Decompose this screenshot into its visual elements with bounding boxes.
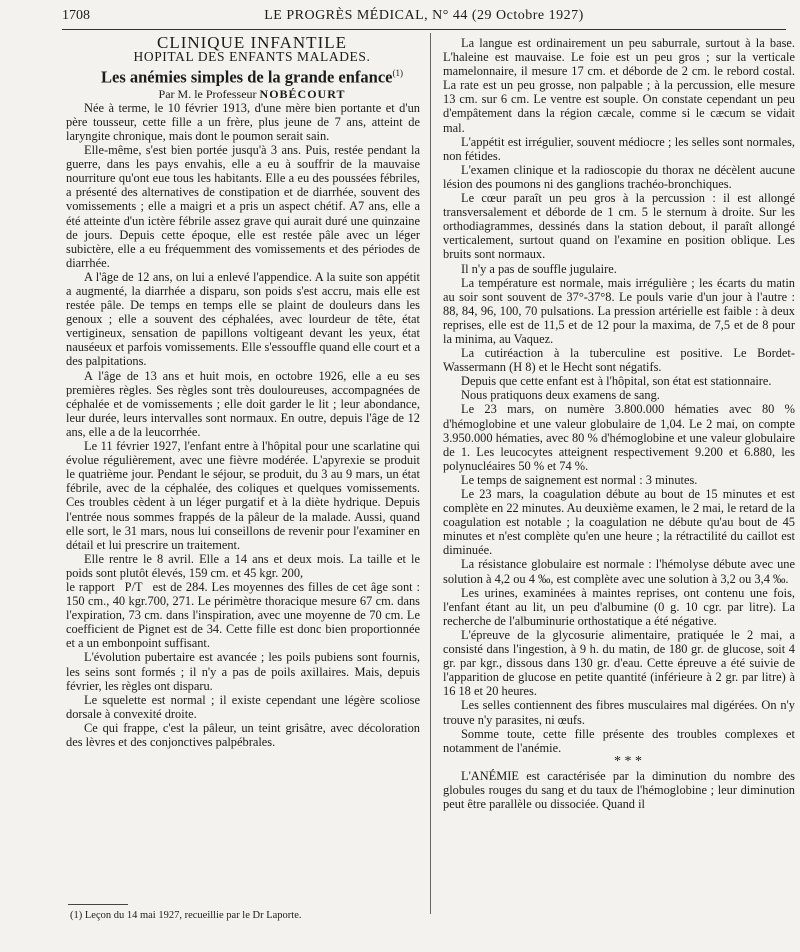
running-header bbox=[62, 6, 786, 26]
article-title bbox=[66, 64, 420, 87]
paragraph: Le 23 mars, la coagulation débute au bout de 15 minutes et est complète en 22 minutes. Au deuxième examen, le 2 mai, le retard de la coagulation est notable ; la coagulation ne débute qu'au bout de 45 minutes et n'est complète qu'en une heure ; la rétractilité du caillot est diminuée. bbox=[443, 487, 795, 558]
paragraph: Le temps de saignement est normal : 3 minutes. bbox=[461, 472, 698, 487]
paragraph: L'examen clinique et la radioscopie du thorax ne décèlent aucune lésion des poumons ni des ganglions trachéo-bronchiques. bbox=[443, 162, 795, 191]
paragraph: Le 11 février 1927, l'enfant entre à l'hôpital pour une scarlatine qui évolue régulièrement, avec une fièvre modérée. L'apyrexie se produit le quatrième jour. Pendant le séjour, se produit, du 3 au 9 mars, un état fébrile, avec de la céphalée, des coliques et quelques vomissements. Ces troubles cèdent à un léger purgatif et à la diète hydrique. Depuis l'entrée nous sommes frappés de la pâleur de la malade. Aussi, quand elle sort, le 31 mars, nous lui conseillons de revenir pour l'examiner en détail et lui prescrire un traitement. bbox=[66, 439, 420, 552]
section-heading: CLINIQUE INFANTILE bbox=[156, 33, 347, 52]
paragraph: L'épreuve de la glycosurie alimentaire, pratiquée le 2 mai, a consisté dans l'ingestion, à 9 h. du matin, de 180 gr. de glucose, soit 4 gr. par kgr., dissous dans 130 gr. d'eau. Cette épreuve a été suivie de l'apparition de glucose en petite quantité (inférieure à 2 gr. par litre) à 16 18 et 20 heures. bbox=[443, 627, 795, 699]
column-divider bbox=[430, 33, 431, 914]
article-title-text: Les anémies simples de la grande enfance bbox=[101, 67, 393, 87]
ratio-paragraph bbox=[66, 580, 420, 650]
page-number: 1708 bbox=[62, 8, 90, 23]
ratio-lead: le rapport bbox=[66, 579, 115, 594]
paragraph: Les selles contiennent des fibres musculaires mal digérées. On n'y trouve n'y parasites, ni œufs. bbox=[443, 698, 795, 727]
section-break-stars: * * * bbox=[614, 753, 642, 769]
paragraph: Le cœur paraît un peu gros à la percussion : il est allongé transversalement et déborde de 1 cm. 5 le sternum à droite. Sur les orthodiagrammes, dessinés dans la station debout, il paraît allongé verticalement, surtout quand on l'examine en position oblique. Les bruits sont normaux. bbox=[443, 191, 795, 262]
ratio-text: est de 284. Les moyennes des filles de cet âge sont : 150 cm., 40 kgr.700, 271. Le périmètre thoracique mesure 67 cm. dans l'expiration, 73 cm. dans l'inspiration, avec une moyenne de 70 cm. Le coefficient de Pignet est de 34. Cette fille est donc bien proportionnée et a un embonpoint suffisant. bbox=[66, 579, 420, 651]
ratio-denominator: T bbox=[135, 579, 143, 594]
paragraph: La cutiréaction à la tuberculine est positive. Le Bordet-Wassermann (H 8) et le Hecht sont négatifs. bbox=[443, 346, 795, 375]
paragraph: A l'âge de 12 ans, on lui a enlevé l'appendice. A la suite son appétit a augmenté, la diarrhée a disparu, son poids s'est accru, mais elle est restée pâle. De temps en temps elle se plaint de douleurs dans les genoux ; elle a souvent des céphalées, avec lourdeur de tête, état vertigineux, sensation de papillons voltigeant devant les yeux, état nauséeux et parfois vomissements. Elle s'essouffle quand elle court et a des palpitations. bbox=[66, 269, 420, 369]
author-name: NOBÉCOURT bbox=[259, 86, 346, 101]
paragraph: Nous pratiquons deux examens de sang. bbox=[461, 388, 660, 403]
paragraph: Les urines, examinées à maintes reprises, ont contenu une fois, l'enfant étant au lit, un peu d'albumine (0 g. 10 cgr. par litre). La recherche de l'albuminurie orthostatique a été négative. bbox=[443, 585, 795, 628]
footnote: (1) Leçon du 14 mai 1927, recueillie par le Dr Laporte. bbox=[70, 910, 302, 921]
paragraph: L'ANÉMIE est caractérisée par la diminution du nombre des globules rouges du sang et du taux de l'hémoglobine ; leur diminution peut être parallèle ou dissociée. Quand il bbox=[443, 768, 795, 812]
header-rule bbox=[62, 29, 786, 30]
right-column bbox=[443, 36, 795, 811]
byline-prefix: Par M. le Professeur bbox=[158, 86, 257, 101]
paragraph: Le 23 mars, on numère 3.800.000 hématies avec 80 % d'hémoglobine et une valeur globulaire de 1,04. Le 2 mai, on compte 3.950.000 hématies, avec 80 % d'hémoglobine et une valeur globulaire de 1. Les leucocytes atteignent respectivement 9.200 et 6.880, les polynucléaires 50 % et 74 %. bbox=[443, 402, 795, 473]
ratio-fraction: P/T bbox=[124, 579, 143, 594]
paragraph: Le squelette est normal ; il existe cependant une légère scoliose dorsale à convexité droite. bbox=[66, 692, 420, 721]
title-footnote-marker: (1) bbox=[392, 68, 403, 79]
paragraph: Elle rentre le 8 avril. Elle a 14 ans et deux mois. La taille et le poids sont plutôt élevés, 159 cm. et 45 kgr. 200, bbox=[66, 551, 420, 580]
footnote-rule bbox=[68, 904, 128, 905]
paragraph: Il n'y a pas de souffle jugulaire. bbox=[461, 261, 617, 276]
paragraph: Ce qui frappe, c'est la pâleur, un teint grisâtre, avec décoloration des lèvres et des conjonctives palpébrales. bbox=[66, 720, 420, 749]
hospital-heading: HOPITAL DES ENFANTS MALADES. bbox=[133, 49, 371, 65]
paragraph: La température est normale, mais irrégulière ; les écarts du matin au soir sont souvent de 37°-37°8. Le pouls varie d'un jour à l'autre : 88, 84, 96, 100, 70 pulsations. La pression artérielle est faible : à deux reprises, elle est de 11,5 et de 12 pour la maxima, de 7,5 et de 8 pour la minima, au Vaquez. bbox=[443, 275, 795, 346]
paragraph: Née à terme, le 10 février 1913, d'une mère bien portante et d'un père tousseur, cette fille a un frère, plus jeune de 7 ans, atteint de laryngite chronique, mais dont le poumon serait sain. bbox=[66, 100, 420, 143]
paragraph: A l'âge de 13 ans et huit mois, en octobre 1926, elle a eu ses premières règles. Ses règles sont très douloureuses, accompagnées de céphalée et de vomissements ; elle doit garder le lit ; leur abondance, leur durée, leurs intervalles sont normaux. En outre, depuis l'âge de 12 ans, elle a de la leucorrhée. bbox=[66, 368, 420, 439]
byline bbox=[66, 87, 420, 101]
paragraph: Elle-même, s'est bien portée jusqu'à 3 ans. Puis, restée pendant la guerre, dans les pays envahis, elle a eu à souffrir de la mauvaise nourriture qu'ont eue tous les habitants. Elle a eu des poussées fébriles, a présenté des alternatives de constipation et de diarrhée, souvent des vomissements ; elle a maigri et a pris un aspect chétif. A7 ans, elle a été atteinte d'un ictère fébrile assez grave qui aurait duré une quinzaine de jours. Depuis cette époque, elle est restée pâle avec un léger subictère, elle a eu fréquemment des vomissements et des périodes de diarrhée. bbox=[66, 143, 420, 270]
paragraph: L'appétit est irrégulier, souvent médiocre ; les selles sont normales, non fétides. bbox=[443, 134, 795, 163]
paragraph: L'évolution pubertaire est avancée ; les poils pubiens sont fournis, les seins sont formés ; il n'y a pas de poils axillaires. Mais, depuis février, les règles ont disparu. bbox=[66, 650, 420, 693]
left-column bbox=[66, 33, 420, 749]
paragraph: Depuis que cette enfant est à l'hôpital, son état est stationnaire. bbox=[461, 374, 772, 389]
paragraph: La résistance globulaire est normale : l'hémolyse débute avec une solution à 4,2 ou 4 ‰, est complète avec une solution à 3,2 ou 3,4 ‰. bbox=[443, 557, 795, 586]
paragraph: La langue est ordinairement un peu saburrale, surtout à la base. L'haleine est mauvaise. Le foie est un peu gros ; sur la verticale mamelonnaire, il mesure 17 cm. et déborde de 2 cm. le rebord costal. La rate est un peu grosse, non palpable ; à la percussion, elle mesure 13 cm. sur 6 cm. Le ventre est souple. On constate cependant un peu d'empâtement dans la région cæcale, comme si le cæcum se vidait mal. bbox=[443, 36, 795, 135]
paragraph: Somme toute, cette fille présente des troubles complexes et notamment de l'anémie. bbox=[443, 726, 795, 755]
ratio-numerator: P bbox=[124, 579, 132, 594]
journal-title: LE PROGRÈS MÉDICAL, N° 44 (29 Octobre 1927) bbox=[264, 8, 584, 23]
